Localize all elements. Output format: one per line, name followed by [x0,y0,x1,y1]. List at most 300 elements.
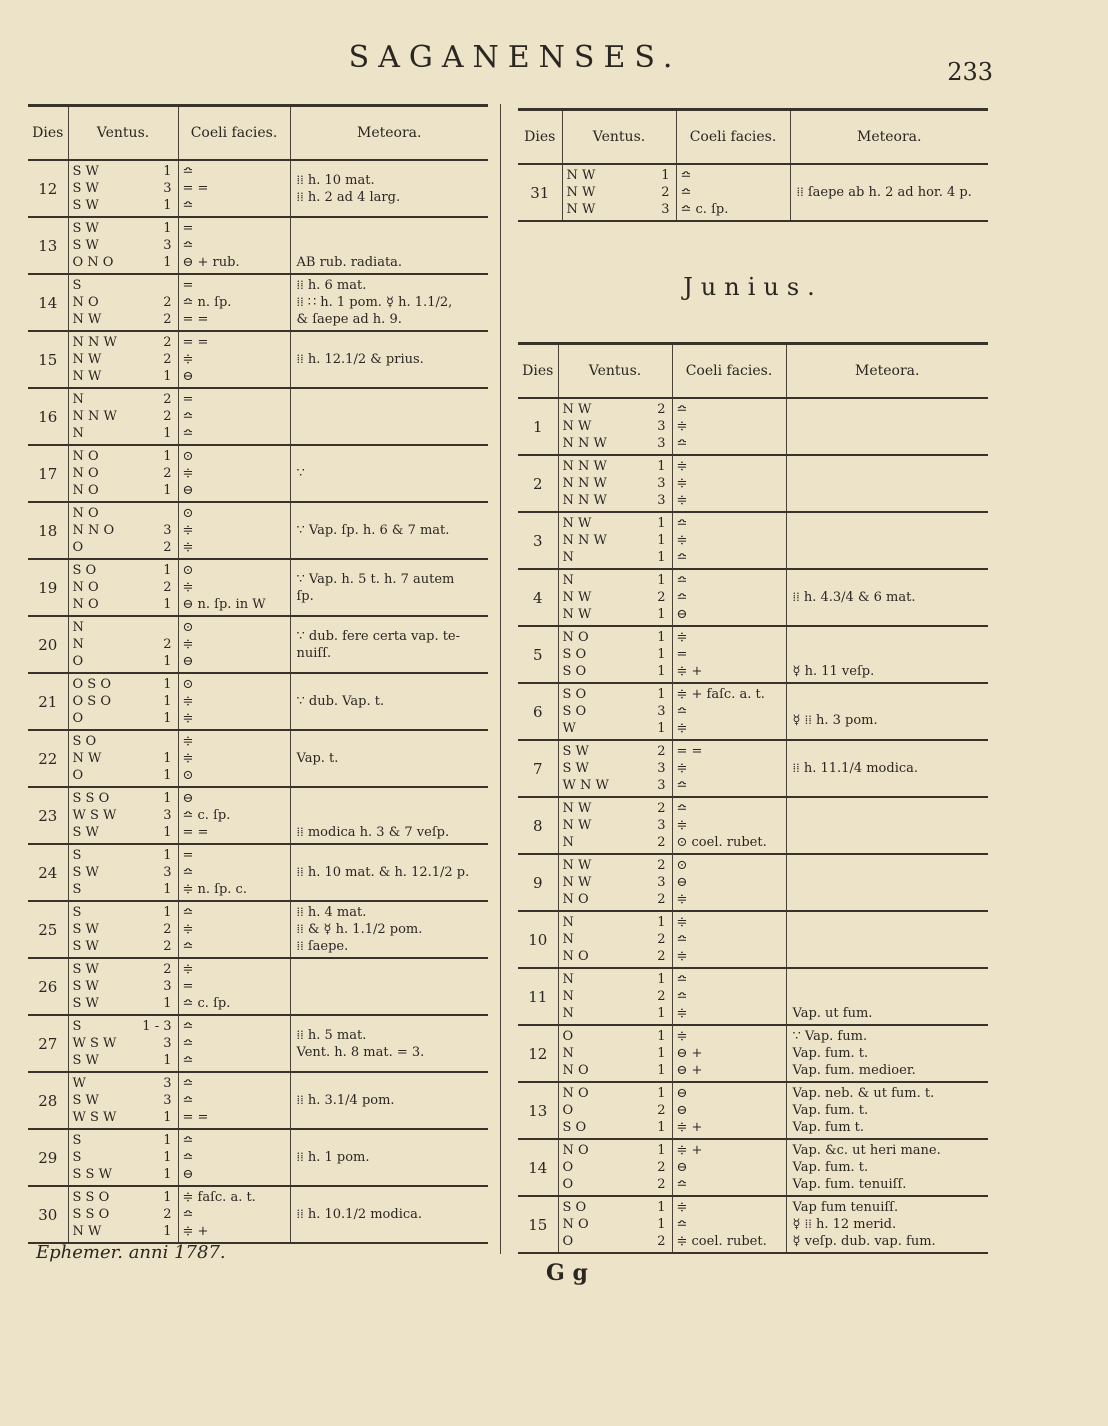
meteora-entry: Vap. ut fum. [792,1006,873,1021]
wind-force: 1 [657,664,666,679]
wind-cell [68,502,178,559]
coeli-entry: ≑ [182,580,194,595]
wind-cell [68,958,178,1015]
wind-force: 1 [163,1053,172,1068]
day-cell: 14 [28,274,68,331]
meteora-entry [291,220,489,237]
wind-entry [559,988,672,1005]
wind-force: 1 [657,516,666,531]
wind-direction: N W [566,168,596,183]
table-row [28,901,488,958]
day-cell: 29 [28,1129,68,1186]
wind-entry [559,1102,672,1119]
wind-force: 3 [163,181,172,196]
header-coeli: Coeli facies. [676,110,790,165]
coeli-entry: ≏ n. ſp. [182,295,232,310]
wind-force: 1 [163,1224,172,1239]
wind-entry [559,515,672,532]
wind-cell [558,1025,672,1082]
coeli-cell [672,740,786,797]
meteora-cell [786,683,988,740]
wind-direction: N [562,1046,574,1061]
wind-entry [559,1233,672,1250]
coeli-entry: ≏ [676,932,688,947]
meteora-cell [290,1015,488,1072]
wind-force: 1 [163,996,172,1011]
meteora-cell [786,854,988,911]
wind-force: 3 [163,238,172,253]
wind-entry [69,408,178,425]
wind-direction: N N W [72,335,117,350]
coeli-entry: = [182,221,194,236]
day-cell: 18 [28,502,68,559]
coeli-entry: ≑ [182,540,194,555]
coeli-entry: ≏ [676,402,688,417]
wind-direction: S S O [72,1207,110,1222]
wind-cell [558,854,672,911]
meteora-entry: ☿ h. 11 veſp. [792,664,875,679]
day-cell: 14 [518,1139,558,1196]
meteora-entry: ∵ Vap. h. 5 t. h. 7 autem [296,571,455,587]
wind-entry [69,482,178,499]
wind-direction: N [72,426,84,441]
coeli-entry: ⊙ [182,677,194,692]
day-cell: 27 [28,1015,68,1072]
coeli-entry: ⊖ + rub. [182,255,240,270]
day-cell: 30 [28,1186,68,1243]
meteora-cell [290,1072,488,1129]
meteora-entry: ∵ dub. fere certa vap. te- [296,628,461,644]
wind-force: 2 [657,1160,666,1175]
table-row [518,683,988,740]
coeli-entry: ≑ + [676,1120,703,1135]
wind-cell [68,1015,178,1072]
wind-direction: N N W [562,459,607,474]
meteora-cell [786,398,988,455]
coeli-entry: ≑ [182,922,194,937]
meteora-entry [787,971,989,988]
wind-force: 1 [163,848,172,863]
wind-force: 1 [657,1217,666,1232]
wind-cell [558,740,672,797]
wind-force: 1 [163,654,172,669]
coeli-entry: ⊖ [182,483,194,498]
day-cell: 8 [518,797,558,854]
wind-entry [69,311,178,328]
wind-direction: W S W [72,1110,117,1125]
coeli-entry: ⊖ n. ſp. in W [182,597,266,612]
coeli-cell [178,616,290,673]
wind-force: 2 [163,409,172,424]
wind-cell [558,1196,672,1253]
coeli-entry: ≏ [676,436,688,451]
wind-direction: N W [566,185,596,200]
day-cell: 23 [28,787,68,844]
wind-entry [69,1189,178,1206]
meteora-cell [290,901,488,958]
wind-force: 1 [163,449,172,464]
coeli-cell [676,164,790,221]
meteora-cell [290,673,488,730]
wind-direction: W [562,721,576,736]
wind-entry [69,1132,178,1149]
coeli-cell [672,455,786,512]
coeli-entry: ≑ + [676,1143,703,1158]
wind-direction: S O [562,664,587,679]
meteora-entry: ⁞⁞ h. 6 mat. [296,278,367,293]
meteora-cell [786,569,988,626]
coeli-entry: ≏ [182,1093,194,1108]
table-row [518,1082,988,1139]
wind-entry [559,418,672,435]
meteora-cell [290,958,488,1015]
wind-force: 2 [163,335,172,350]
wind-entry [559,777,672,794]
day-cell: 16 [28,388,68,445]
wind-force: 1 [657,1120,666,1135]
coeli-entry: ≑ [182,694,194,709]
wind-force: 1 [163,255,172,270]
wind-force: 2 [657,835,666,850]
meteora-cell [290,730,488,787]
day-cell: 19 [28,559,68,616]
coeli-entry: ≏ [182,238,194,253]
wind-force: 1 [163,164,172,179]
meteora-entry: Vap. fum. tenuiſſ. [792,1177,907,1192]
coeli-entry: = [182,848,194,863]
table-row [28,217,488,274]
wind-direction: N [562,932,574,947]
table-row [28,844,488,901]
wind-force: 1 [657,1046,666,1061]
wind-force: 1 [163,1133,172,1148]
wind-force: 1 [657,1006,666,1021]
wind-direction: N W [562,607,592,622]
wind-direction: W N W [562,778,609,793]
table-row [28,1186,488,1243]
wind-cell [68,331,178,388]
coeli-entry: ≑ [676,476,688,491]
wind-direction: N O [72,483,99,498]
wind-direction: N O [562,1063,589,1078]
day-cell: 28 [28,1072,68,1129]
wind-direction: S W [562,744,589,759]
header-ventus: Ventus. [562,110,676,165]
wind-entry [69,334,178,351]
wind-entry [559,589,672,606]
coeli-cell [672,797,786,854]
coeli-cell [178,673,290,730]
table-row [518,164,988,221]
table-row [28,331,488,388]
wind-force: 2 [657,744,666,759]
wind-force: 1 [163,768,172,783]
coeli-entry: ≏ [182,426,194,441]
wind-entry [69,938,178,955]
wind-force: 1 [163,791,172,806]
coeli-entry: ⊖ [676,875,688,890]
wind-entry [69,465,178,482]
wind-cell [562,164,676,221]
wind-entry [69,1109,178,1126]
meteora-cell [290,160,488,217]
wind-entry [559,817,672,834]
coeli-entry: ≑ + [182,1224,209,1239]
meteora-entry [787,629,989,646]
wind-force: 2 [163,466,172,481]
wind-direction: S W [72,979,99,994]
wind-entry [559,931,672,948]
wind-cell [68,787,178,844]
wind-entry [559,1159,672,1176]
wind-entry [559,646,672,663]
wind-entry [559,435,672,452]
meteora-entry: ☿ ⁞⁞ h. 12 merid. [792,1217,897,1232]
coeli-entry: ≏ [676,573,688,588]
wind-entry [69,351,178,368]
meteora-entry: Vap fum tenuiſſ. [792,1200,899,1215]
wind-direction: S O [562,1200,587,1215]
wind-force: 1 [163,1190,172,1205]
coeli-entry: ≑ faſc. a. t. [182,1190,256,1205]
wind-entry [563,184,676,201]
coeli-entry: ≏ c. ſp. [182,808,231,823]
coeli-entry: ≑ [676,721,688,736]
wind-force: 2 [657,801,666,816]
table-row [518,968,988,1025]
wind-entry [69,596,178,613]
wind-force: 1 [657,573,666,588]
wind-direction: S W [72,1053,99,1068]
wind-direction: S W [72,181,99,196]
meteora-entry [787,646,989,663]
wind-entry [563,167,676,184]
coeli-entry: ≑ [676,533,688,548]
wind-force: 2 [657,858,666,873]
table-row [518,512,988,569]
wind-force: 1 [163,563,172,578]
wind-entry [69,881,178,898]
wind-cell [558,569,672,626]
wind-force: 3 [657,875,666,890]
coeli-cell [178,445,290,502]
coeli-entry: ≑ coel. rubet. [676,1234,767,1249]
wind-force: 2 [661,185,670,200]
wind-force: 1 [163,825,172,840]
wind-entry [559,971,672,988]
table-row [28,274,488,331]
wind-force: 2 [657,892,666,907]
wind-entry [69,636,178,653]
table-row [518,797,988,854]
table-row [28,730,488,787]
wind-entry [69,978,178,995]
wind-entry [69,750,178,767]
coeli-cell [178,787,290,844]
wind-force: 3 [657,476,666,491]
wind-force: 1 [657,721,666,736]
wind-entry [69,368,178,385]
day-cell: 12 [28,160,68,217]
meteora-entry [291,790,489,807]
coeli-entry: ≏ [182,1053,194,1068]
wind-entry [563,201,676,218]
day-cell: 3 [518,512,558,569]
coeli-entry: ≏ [182,1076,194,1091]
wind-force: 1 [163,1150,172,1165]
wind-entry [559,458,672,475]
coeli-cell [672,968,786,1025]
wind-direction: N [562,835,574,850]
wind-force: 1 [163,694,172,709]
meteora-entry: ⁞⁞ ſaepe ab h. 2 ad hor. 4 p. [796,185,972,200]
coeli-entry: ⊖ [182,791,194,806]
table-row [28,673,488,730]
coeli-entry: ≏ [680,168,692,183]
wind-direction: O [72,540,84,555]
meteora-entry: Vent. h. 8 mat. = 3. [296,1044,425,1060]
wind-entry [559,891,672,908]
wind-direction: N [562,915,574,930]
wind-force: 1 [163,905,172,920]
wind-entry [559,760,672,777]
wind-direction: S W [562,761,589,776]
wind-direction: W S W [72,1036,117,1051]
meteora-cell [290,616,488,673]
coeli-cell [178,502,290,559]
wind-entry [559,857,672,874]
wind-direction: S [72,905,82,920]
wind-force: 1 [657,687,666,702]
wind-entry [69,562,178,579]
meteora-cell [786,512,988,569]
wind-force: 2 [163,637,172,652]
coeli-entry: ≑ n. ſp. c. [182,882,247,897]
meteora-entry: ⁞⁞ h. 10 mat. [296,172,375,188]
wind-force: 1 [163,221,172,236]
wind-cell [558,968,672,1025]
wind-direction: N O [562,1217,589,1232]
may-table-left [28,104,488,1244]
wind-direction: O [562,1234,574,1249]
wind-force: 2 [657,932,666,947]
coeli-entry: ≑ [182,637,194,652]
wind-force: 1 [657,1086,666,1101]
wind-cell [68,844,178,901]
meteora-cell [290,559,488,616]
wind-direction: N W [72,312,102,327]
wind-direction: O [562,1160,574,1175]
meteora-entry: ⁞⁞ h. 4.3/4 & 6 mat. [792,590,916,605]
wind-cell [68,673,178,730]
wind-force: 2 [657,989,666,1004]
coeli-entry: ⊙ [182,563,194,578]
wind-direction: S O [562,704,587,719]
wind-direction: N W [72,369,102,384]
meteora-cell [290,502,488,559]
wind-direction: N O [562,1086,589,1101]
wind-entry [69,864,178,881]
coeli-entry: ≏ [676,516,688,531]
wind-direction: N W [72,352,102,367]
wind-cell [68,1072,178,1129]
header-coeli: Coeli facies. [178,106,290,161]
wind-direction: S [72,882,82,897]
wind-direction: S W [72,825,99,840]
coeli-entry: ≑ [676,818,688,833]
wind-direction: N O [562,949,589,964]
wind-entry [69,961,178,978]
wind-direction: O [72,654,84,669]
meteora-entry: ſp. [296,588,314,604]
wind-direction: S W [72,865,99,880]
meteora-entry: ⁞⁞ h. 3.1/4 pom. [296,1093,395,1108]
meteora-cell [786,1025,988,1082]
wind-entry [559,1028,672,1045]
coeli-entry: ≑ [676,419,688,434]
wind-cell [68,274,178,331]
wind-direction: N [72,637,84,652]
wind-force: 2 [657,402,666,417]
wind-entry [559,572,672,589]
coeli-entry: ≏ [182,905,194,920]
meteora-cell [786,626,988,683]
wind-force: 1 [657,459,666,474]
wind-force: 1 [163,426,172,441]
coeli-entry: = = [182,1110,209,1125]
table-row [518,1196,988,1253]
wind-direction: N W [566,202,596,217]
wind-cell [68,445,178,502]
wind-entry [69,790,178,807]
wind-force: 1 [163,597,172,612]
wind-force: 2 [163,540,172,555]
wind-force: 1 [657,1200,666,1215]
meteora-cell [786,1139,988,1196]
wind-entry [559,874,672,891]
wind-force: 1 [657,607,666,622]
coeli-entry: ⊙ [182,449,194,464]
wind-entry [69,904,178,921]
wind-force: 3 [163,1036,172,1051]
table-row [518,398,988,455]
wind-direction: O S O [72,694,111,709]
wind-entry [559,1085,672,1102]
wind-force: 1 [657,972,666,987]
wind-entry [559,606,672,623]
wind-direction: N W [562,858,592,873]
wind-force: 1 [163,882,172,897]
day-cell: 15 [28,331,68,388]
wind-direction: N N W [562,493,607,508]
wind-force: 1 [657,915,666,930]
wind-direction: S O [72,563,97,578]
meteora-cell [786,968,988,1025]
wind-force: 3 [657,419,666,434]
wind-entry [69,710,178,727]
coeli-entry: = = [676,744,703,759]
wind-cell [558,455,672,512]
table-row [28,1072,488,1129]
coeli-entry: = [182,278,194,293]
coeli-entry: ⊙ [676,858,688,873]
coeli-entry: = [182,392,194,407]
wind-entry [559,1142,672,1159]
meteora-entry: ⁞⁞ ſaepe. [296,939,349,954]
wind-force: 3 [657,778,666,793]
wind-entry [69,676,178,693]
table-row [518,911,988,968]
